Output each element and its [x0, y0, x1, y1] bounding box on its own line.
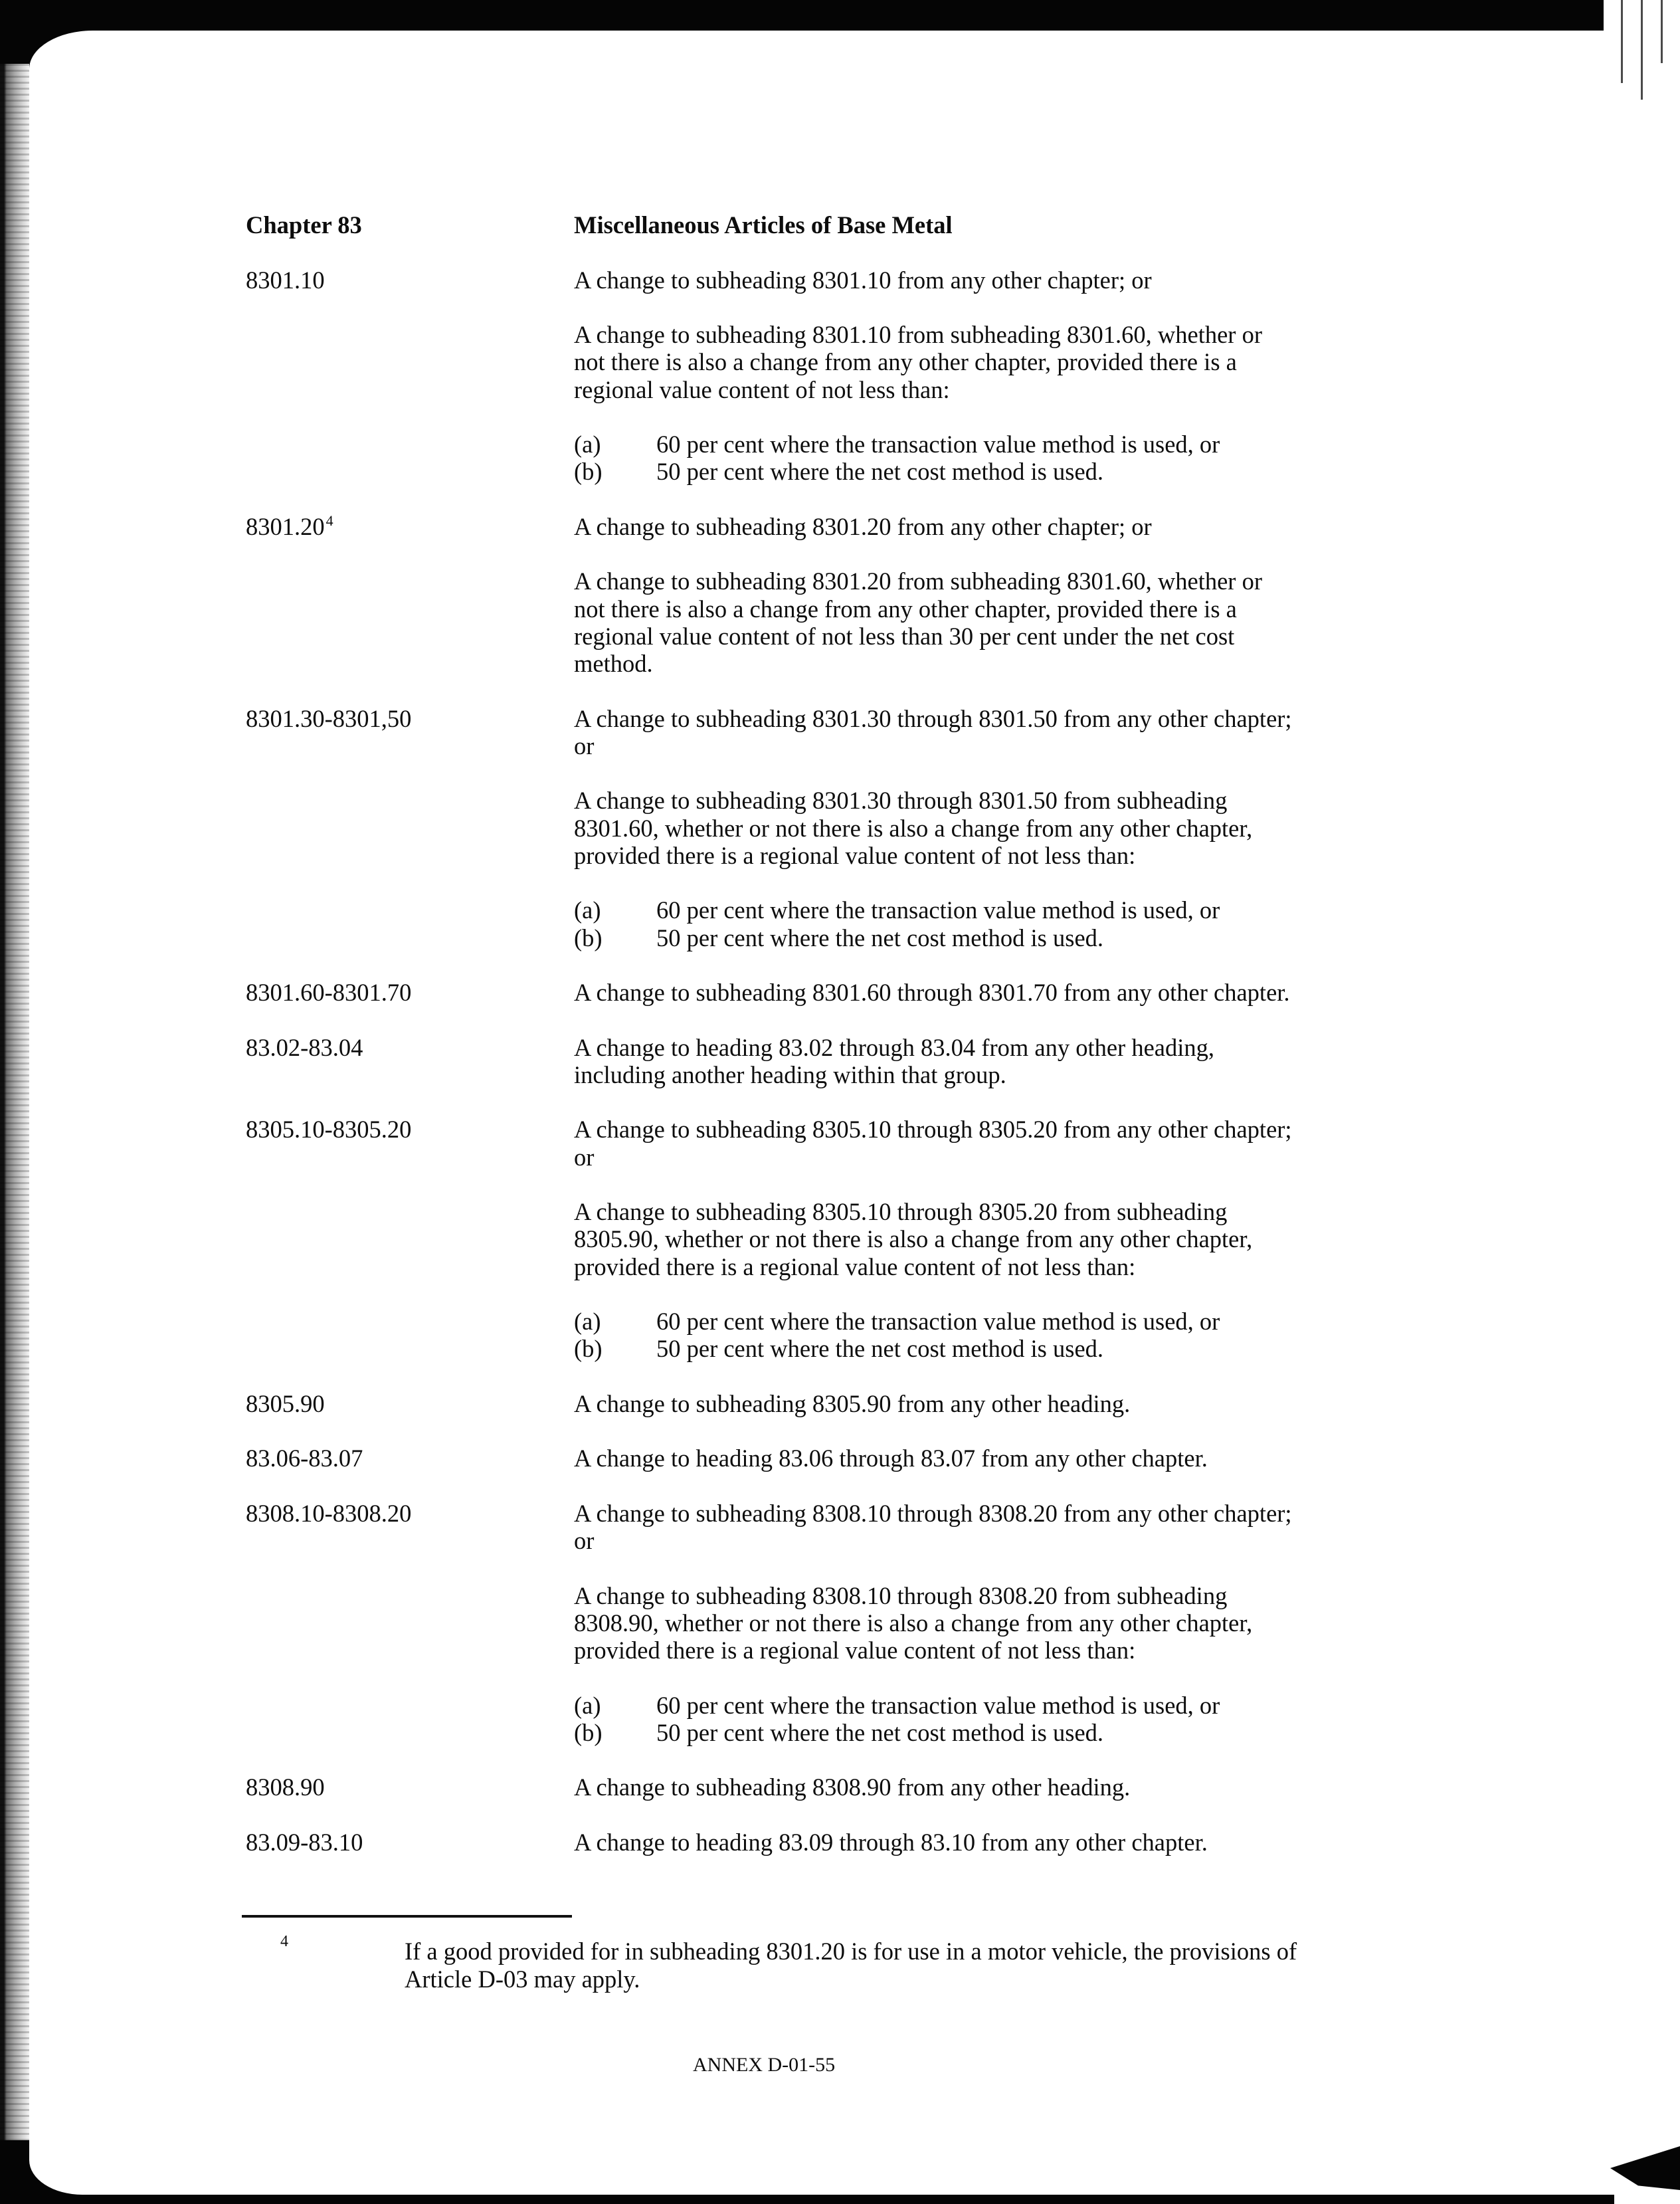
rule-text-line: A change to subheading 8305.10 through 8305.20 from subheading: [574, 1198, 1228, 1225]
scan-edge-top: [0, 0, 1604, 31]
rule-paragraph: [574, 513, 1262, 540]
rule-paragraph: [574, 1198, 1292, 1280]
condition-label: (b): [574, 924, 603, 952]
rule-text-line: A change to subheading 8301.20 from any other chapter; or: [574, 512, 1152, 540]
rule-row: [246, 1773, 1375, 1829]
rule-text: [574, 1034, 1214, 1116]
rule-text-line: 8305.90, whether or not there is also a change from any other chapter,: [574, 1225, 1253, 1253]
condition-label: (b): [574, 1335, 603, 1363]
condition-text: 50 per cent where the net cost method is used.: [656, 458, 1104, 486]
tariff-code: 8301.20: [246, 512, 325, 540]
rule-text-line: A change to heading 83.06 through 83.07 from any other chapter.: [574, 1445, 1208, 1472]
tariff-code: 83.02-83.04: [246, 1033, 363, 1061]
rule-text: [574, 1445, 1208, 1500]
footnote-reference: 4: [326, 512, 333, 529]
condition-label: (a): [574, 896, 601, 924]
rule-paragraph: [574, 1500, 1292, 1555]
rule-text-line: not there is also a change from any other chapter, provided there is a: [574, 348, 1237, 376]
rule-text-line: not there is also a change from any other chapter, provided there is a: [574, 595, 1237, 623]
rule-text-line: or: [574, 1527, 595, 1554]
rule-paragraph: [574, 1773, 1130, 1801]
condition-item: [574, 924, 1292, 952]
tariff-code: 8301.10: [246, 266, 325, 294]
rule-row: [246, 979, 1375, 1034]
chapter-header: [246, 211, 1375, 266]
rule-paragraph: [574, 321, 1262, 403]
rule-text-line: provided there is a regional value content of not less than:: [574, 1252, 1136, 1280]
footnote-text: [405, 1938, 1297, 1993]
rule-text-line: provided there is a regional value content of not less than:: [574, 841, 1136, 869]
condition-text: 60 per cent where the transaction value method is used, or: [656, 431, 1220, 458]
rule-paragraph: [574, 1582, 1292, 1664]
rule-text-line: A change to subheading 8301.10 from subheading 8301.60, whether or: [574, 321, 1262, 348]
scan-mark-line: [1661, 0, 1663, 63]
rule-paragraph: [574, 1390, 1130, 1417]
rule-text-line: A change to subheading 8308.10 through 8308.20 from subheading: [574, 1581, 1228, 1609]
chapter-title-wrap: [574, 211, 953, 266]
rule-text: [574, 266, 1262, 513]
rule-text-line: A change to heading 83.09 through 83.10 from any other chapter.: [574, 1828, 1208, 1856]
tariff-code: 8308.90: [246, 1773, 325, 1801]
rule-row: [246, 1390, 1375, 1445]
condition-text: 50 per cent where the net cost method is used.: [656, 924, 1104, 952]
rule-row: [246, 1034, 1375, 1116]
rule-text-line: regional value content of not less than 30 per cent under the net cost: [574, 622, 1235, 650]
tariff-code: 8308.10-8308.20: [246, 1499, 412, 1527]
rule-text-line: or: [574, 1143, 595, 1171]
tariff-code: 8305.90: [246, 1389, 325, 1417]
rule-text-line: A change to subheading 8301.10 from any other chapter; or: [574, 266, 1152, 294]
scan-mark-line: [1621, 0, 1623, 83]
page-footer-label: ANNEX D-01-55: [693, 2054, 836, 2076]
rule-paragraph: [574, 266, 1262, 294]
rule-text-line: 8301.60, whether or not there is also a change from any other chapter,: [574, 814, 1253, 842]
condition-list: [574, 896, 1292, 952]
condition-label: (a): [574, 1308, 601, 1335]
tariff-code: 8301.60-8301.70: [246, 979, 412, 1006]
rule-paragraph: [574, 1034, 1214, 1089]
rule-text: [574, 705, 1292, 979]
footnote-text-line: If a good provided for in subheading 8301.20 is for use in a motor vehicle, the provisions of: [405, 1938, 1297, 1965]
rule-text: [574, 513, 1262, 705]
rule-text-line: A change to subheading 8305.90 from any other heading.: [574, 1389, 1131, 1417]
rule-paragraph: [574, 1445, 1208, 1472]
condition-item: [574, 896, 1292, 924]
footnote-text-line: Article D-03 may apply.: [405, 1965, 640, 1993]
rule-text-line: regional value content of not less than:: [574, 375, 950, 403]
rule-row: [246, 705, 1375, 979]
tariff-code-wrap: [246, 513, 574, 705]
rule-text-line: A change to subheading 8305.10 through 8305.20 from any other chapter;: [574, 1116, 1292, 1144]
tariff-code: 83.06-83.07: [246, 1445, 363, 1472]
scan-edge-bottom: [0, 2195, 1614, 2204]
rule-text: [574, 979, 1290, 1034]
condition-item: [574, 431, 1262, 458]
rule-row: [246, 266, 1375, 513]
rule-row: [246, 1829, 1375, 1884]
condition-text: 60 per cent where the transaction value method is used, or: [656, 1308, 1220, 1335]
rule-text: [574, 1829, 1208, 1884]
rule-text-line: provided there is a regional value content of not less than:: [574, 1637, 1136, 1664]
condition-text: 60 per cent where the transaction value method is used, or: [656, 896, 1220, 924]
rule-text: [574, 1773, 1130, 1829]
rule-text-line: 8308.90, whether or not there is also a change from any other chapter,: [574, 1609, 1253, 1637]
rule-paragraph: [574, 787, 1292, 869]
rule-text-line: or: [574, 732, 595, 759]
rule-text-line: A change to subheading 8301.60 through 8301.70 from any other chapter.: [574, 979, 1290, 1006]
condition-item: [574, 1692, 1292, 1719]
rule-text-line: A change to subheading 8308.90 from any other heading.: [574, 1773, 1131, 1801]
condition-item: [574, 1719, 1292, 1746]
rule-text-line: A change to subheading 8301.20 from subheading 8301.60, whether or: [574, 567, 1262, 595]
condition-label: (b): [574, 1718, 603, 1746]
rule-text-line: A change to heading 83.02 through 83.04 from any other heading,: [574, 1033, 1214, 1061]
tariff-code: 8305.10-8305.20: [246, 1116, 412, 1144]
rule-paragraph: [574, 1829, 1208, 1856]
tariff-code: 8301.30-8301,50: [246, 704, 412, 732]
rule-text-line: A change to subheading 8301.30 through 8301.50 from subheading: [574, 787, 1228, 815]
condition-text: 50 per cent where the net cost method is used.: [656, 1718, 1104, 1746]
scan-mark-line: [1641, 0, 1643, 100]
scan-binding-shadow: [0, 64, 29, 2140]
rule-row: [246, 1116, 1375, 1390]
rule-text-line: A change to subheading 8308.10 through 8308.20 from any other chapter;: [574, 1499, 1292, 1527]
condition-item: [574, 458, 1262, 485]
rule-row: [246, 1500, 1375, 1774]
rule-text-line: A change to subheading 8301.30 through 8301.50 from any other chapter;: [574, 704, 1292, 732]
condition-item: [574, 1335, 1292, 1362]
condition-list: [574, 431, 1262, 486]
rule-paragraph: [574, 979, 1290, 1006]
condition-label: (a): [574, 431, 601, 458]
condition-item: [574, 1308, 1292, 1335]
chapter-label: Chapter 83: [246, 211, 362, 239]
rule-text-line: method.: [574, 650, 653, 677]
condition-list: [574, 1308, 1292, 1363]
rule-text: [574, 1116, 1292, 1390]
condition-label: (b): [574, 458, 603, 486]
condition-list: [574, 1692, 1292, 1747]
rule-paragraph: [574, 705, 1292, 760]
rule-row: [246, 513, 1375, 705]
rule-text: [574, 1390, 1130, 1445]
tariff-code: 83.09-83.10: [246, 1828, 363, 1856]
footnote-separator: [242, 1915, 572, 1918]
condition-text: 50 per cent where the net cost method is used.: [656, 1335, 1104, 1363]
rule-paragraph: [574, 567, 1262, 677]
chapter-title: Miscellaneous Articles of Base Metal: [574, 211, 953, 239]
rule-text-line: including another heading within that group.: [574, 1060, 1006, 1088]
footnote-marker: 4: [280, 1933, 288, 1950]
condition-label: (a): [574, 1691, 601, 1719]
condition-text: 60 per cent where the transaction value method is used, or: [656, 1691, 1220, 1719]
rule-row: [246, 1445, 1375, 1500]
document-body: [246, 211, 1375, 1883]
rule-paragraph: [574, 1116, 1292, 1171]
rule-text: [574, 1500, 1292, 1774]
